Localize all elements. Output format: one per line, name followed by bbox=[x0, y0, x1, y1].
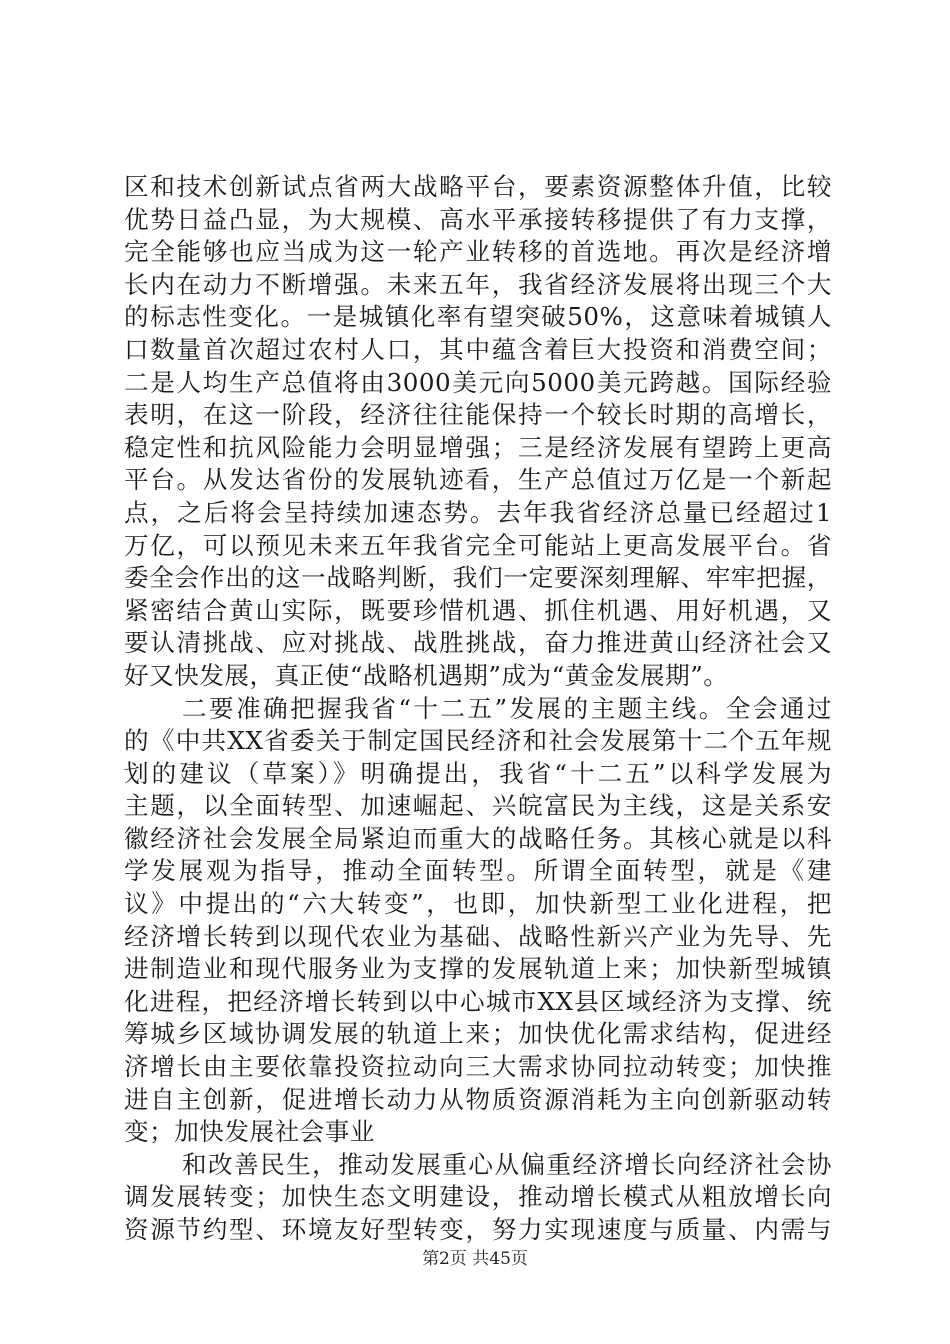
text-line: 进制造业和现代服务业为支撑的发展轨道上来；加快新型城镇 bbox=[124, 954, 832, 984]
document-body bbox=[124, 171, 832, 1247]
text-line: 表明，在这一阶段，经济往往能保持一个较长时期的高增长， bbox=[124, 400, 832, 430]
text-line: 筹城乡区域协调发展的轨道上来；加快优化需求结构，促进经 bbox=[124, 1019, 832, 1049]
text-line: 要认清挑战、应对挑战、战胜挑战，奋力推进黄山经济社会又 bbox=[124, 628, 832, 658]
text-line: 完全能够也应当成为这一轮产业转移的首选地。再次是经济增 bbox=[124, 237, 832, 267]
text-line: 委全会作出的这一战略判断，我们一定要深刻理解、牢牢把握， bbox=[124, 563, 832, 593]
text-line: 和改善民生，推动发展重心从偏重经济增长向经济社会协 bbox=[182, 1149, 832, 1179]
text-line: 进自主创新，促进增长动力从物质资源消耗为主向创新驱动转 bbox=[124, 1084, 832, 1114]
text-line: 优势日益凸显，为大规模、高水平承接转移提供了有力支撑， bbox=[124, 204, 832, 234]
text-line: 二要准确把握我省“十二五”发展的主题主线。全会通过 bbox=[182, 693, 832, 723]
page-footer bbox=[0, 1244, 950, 1269]
text-line: 主题，以全面转型、加速崛起、兴皖富民为主线，这是关系安 bbox=[124, 791, 832, 821]
text-line: 学发展观为指导，推动全面转型。所谓全面转型，就是《建 bbox=[124, 856, 832, 886]
text-line: 化进程，把经济增长转到以中心城市XX县区域经济为支撑、统 bbox=[124, 986, 832, 1016]
text-line: 徽经济社会发展全局紧迫而重大的战略任务。其核心就是以科 bbox=[124, 823, 832, 853]
text-line: 变；加快发展社会事业 bbox=[124, 1117, 375, 1147]
text-line: 万亿，可以预见未来五年我省完全可能站上更高发展平台。省 bbox=[124, 530, 832, 560]
text-line: 二是人均生产总值将由3000美元向5000美元跨越。国际经验 bbox=[124, 367, 832, 397]
text-line: 的标志性变化。一是城镇化率有望突破50%，这意味着城镇人 bbox=[124, 302, 832, 332]
text-line: 点，之后将会呈持续加速态势。去年我省经济总量已经超过1 bbox=[124, 497, 832, 527]
text-line: 平台。从发达省份的发展轨迹看，生产总值过万亿是一个新起 bbox=[124, 465, 832, 495]
text-line: 济增长由主要依靠投资拉动向三大需求协同拉动转变；加快推 bbox=[124, 1052, 832, 1082]
text-line: 划的建议（草案）》明确提出，我省“十二五”以科学发展为 bbox=[124, 758, 832, 788]
text-line: 议》中提出的“六大转变”，也即，加快新型工业化进程，把 bbox=[124, 889, 832, 919]
text-line: 区和技术创新试点省两大战略平台，要素资源整体升值，比较 bbox=[124, 172, 832, 201]
text-line: 长内在动力不断增强。未来五年，我省经济发展将出现三个大 bbox=[124, 269, 832, 299]
text-line: 调发展转变；加快生态文明建设，推动增长模式从粗放增长向 bbox=[124, 1182, 832, 1212]
page-indicator: 第2页 共45页 bbox=[422, 1249, 528, 1269]
text-line: 好又快发展，真正使“战略机遇期”成为“黄金发展期”。 bbox=[124, 660, 729, 690]
text-line: 资源节约型、环境友好型转变，努力实现速度与质量、内需与 bbox=[124, 1215, 832, 1244]
text-line: 经济增长转到以现代农业为基础、战略性新兴产业为先导、先 bbox=[124, 921, 832, 951]
text-line: 的《中共XX省委关于制定国民经济和社会发展第十二个五年规 bbox=[124, 726, 832, 756]
text-line: 口数量首次超过农村人口，其中蕴含着巨大投资和消费空间； bbox=[124, 334, 832, 364]
text-line: 稳定性和抗风险能力会明显增强；三是经济发展有望跨上更高 bbox=[124, 432, 832, 462]
text-line: 紧密结合黄山实际，既要珍惜机遇、抓住机遇、用好机遇，又 bbox=[124, 595, 832, 625]
